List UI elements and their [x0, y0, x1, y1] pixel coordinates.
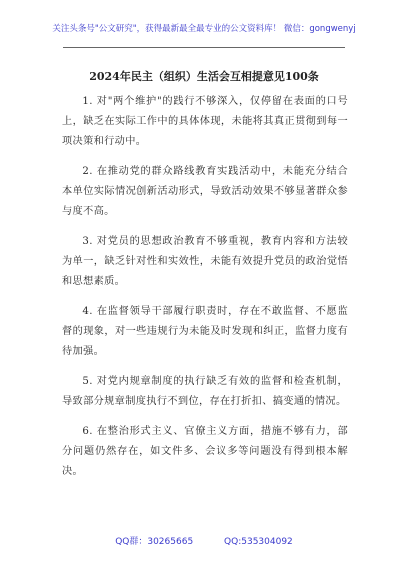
paragraph-2: 2. 在推动党的群众路线教育实践活动中，未能充分结合本单位实际情况创新活动形式，导致活动效果不够显著群众参与度不高。: [62, 166, 348, 217]
document-title: 2024年民主（组织）生活会互相提意见100条: [89, 70, 319, 83]
paragraph-3: 3. 对党员的思想政治教育不够重视，教育内容和方法较为单一，缺乏针对性和实效性，未能有效提升党员的政治觉悟和思想素质。: [62, 236, 348, 287]
footer: [0, 534, 408, 547]
document-body: [62, 92, 348, 492]
header-divider: [63, 47, 345, 48]
paragraph-4: 4. 在监督领导干部履行职责时，存在不敢监督、不愿监督的现象，对一些违规行为未能及时发现和纠正，监督力度有待加强。: [62, 306, 348, 357]
paragraph-6: 6. 在整治形式主义、官僚主义方面，措施不够有力，部分问题仍然存在，如文件多、会议多等问题没有得到根本解决。: [62, 426, 348, 477]
paragraph-5: 5. 对党内规章制度的执行缺乏有效的监督和检查机制，导致部分规章制度执行不到位，存在打折扣、搞变通的情况。: [62, 376, 348, 407]
paragraph-1: 1. 对"两个维护"的践行不够深入，仅停留在表面的口号上，缺乏在实际工作中的具体体现，未能将其真正贯彻到每一项决策和行动中。: [62, 96, 348, 147]
header-note: 关注头条号"公文研究"，获得最新最全最专业的公文资料库！ 微信：gongwenyj: [52, 24, 356, 34]
footer-qq-group: QQ群：30265665: [115, 537, 194, 547]
footer-qq: QQ:535304092: [224, 537, 293, 547]
